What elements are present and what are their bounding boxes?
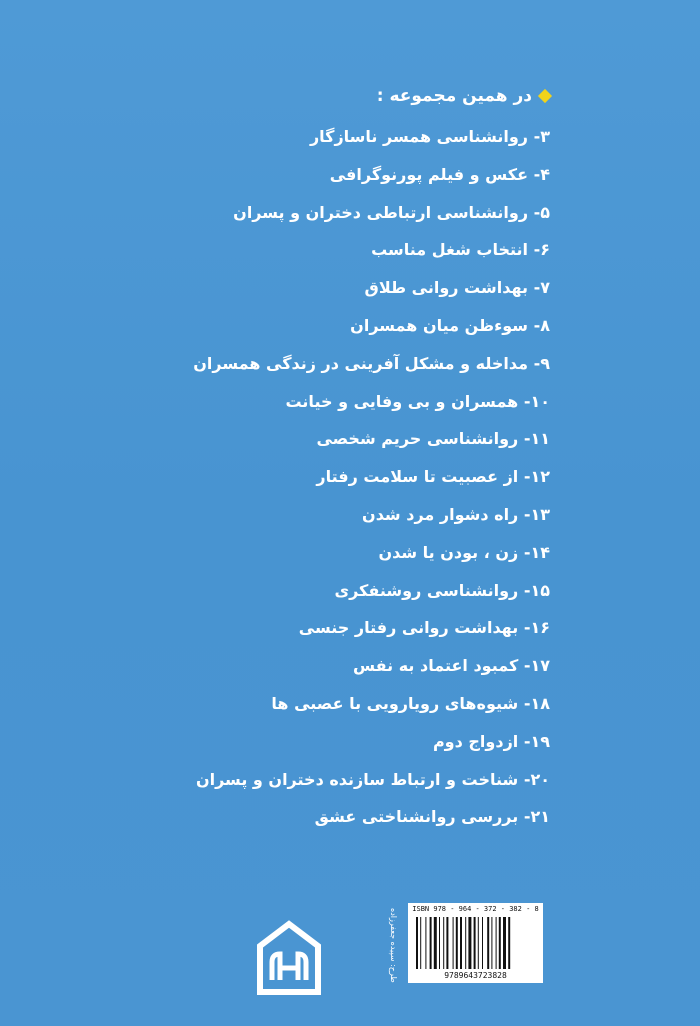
series-title-item: ۱۷- کمبود اعتماد به نفس — [353, 656, 550, 676]
series-title-item: ۶- انتخاب شغل مناسب — [371, 240, 550, 260]
isbn-text: ISBN 978 - 964 - 372 - 382 - 8 — [412, 905, 539, 913]
series-heading — [377, 86, 550, 106]
series-title-item: ۹- مداخله و مشکل آفرینی در زندگی همسران — [193, 353, 550, 373]
series-title-item: ۱۹- ازدواج دوم — [432, 731, 550, 751]
series-title-item: ۱۴- زن ، بودن یا شدن — [378, 542, 550, 562]
series-title-item: ۱۵- روانشناسی روشنفکری — [334, 580, 550, 600]
designer-credit: طرح: سپیده جعفرزاده — [389, 907, 398, 983]
diamond-icon — [538, 89, 552, 103]
series-title-item: ۱۸- شیوه‌های رویارویی با عصبی ها — [271, 693, 550, 713]
barcode-icon — [416, 917, 534, 969]
series-heading-text: در همین مجموعه : — [376, 86, 532, 106]
series-title-item: ۷- بهداشت روانی طلاق — [364, 278, 550, 298]
series-title-item: ۱۲- از عصبیت تا سلامت رفتار — [316, 467, 550, 487]
series-title-item: ۴- عکس و فیلم پورنوگرافی — [329, 164, 550, 184]
barcode-digits: 9789643723828 — [444, 971, 507, 980]
series-title-item: ۵- روانشناسی ارتباطی دختران و پسران — [233, 202, 550, 222]
publisher-logo — [254, 918, 324, 998]
barcode-label — [408, 903, 543, 983]
series-title-item: ۱۳- راه دشوار مرد شدن — [362, 504, 550, 524]
series-title-list — [120, 122, 550, 840]
series-title-item: ۲۱- بررسی روانشناختی عشق — [314, 807, 550, 827]
series-title-item: ۳- روانشناسی همسر ناسازگار — [309, 127, 550, 146]
series-title-item: ۱۰- همسران و بی وفایی و خیانت — [285, 391, 550, 411]
series-title-item: ۲۰- شناخت و ارتباط سازنده دختران و پسران — [195, 769, 550, 789]
series-title-item: ۱۱- روانشناسی حریم شخصی — [316, 429, 550, 449]
series-title-item: ۸- سوءظن میان همسران — [350, 315, 550, 335]
series-title-item: ۱۶- بهداشت روانی رفتار جنسی — [298, 618, 550, 638]
